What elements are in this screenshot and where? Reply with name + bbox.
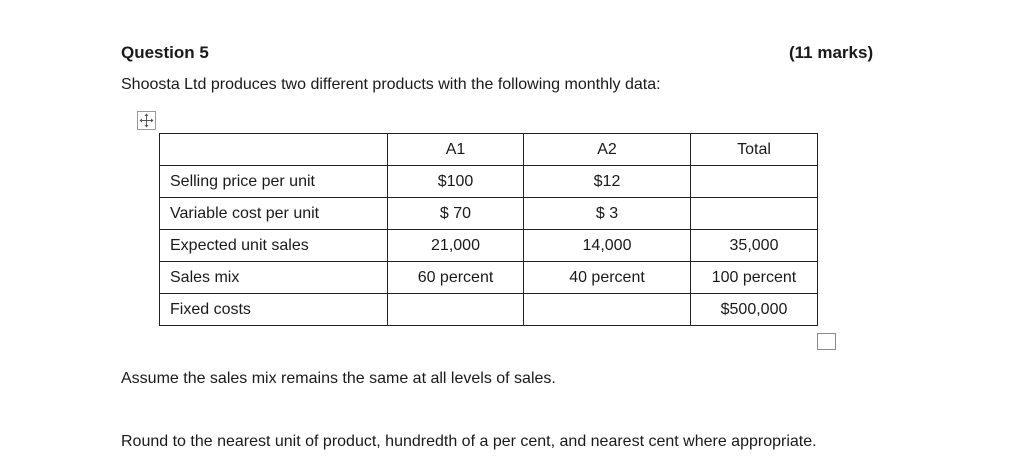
header-cell-total[interactable]: Total: [691, 134, 818, 166]
table-header-row: [160, 134, 818, 166]
row-label[interactable]: Variable cost per unit: [160, 198, 388, 230]
cell-a2[interactable]: $ 3: [524, 198, 691, 230]
cell-total[interactable]: 100 percent: [691, 262, 818, 294]
cell-a2[interactable]: $12: [524, 166, 691, 198]
table-row-expected-sales: [160, 230, 818, 262]
cell-a1[interactable]: 21,000: [388, 230, 524, 262]
sales-mix-note: Assume the sales mix remains the same at all levels of sales.: [121, 370, 556, 387]
header-cell-a1[interactable]: A1: [388, 134, 524, 166]
table-row-fixed-costs: [160, 294, 818, 326]
table-row-sales-mix: [160, 262, 818, 294]
cell-a1[interactable]: [388, 294, 524, 326]
header-cell-blank[interactable]: [160, 134, 388, 166]
table-move-icon[interactable]: [137, 111, 156, 130]
cell-total[interactable]: [691, 166, 818, 198]
cell-a1[interactable]: $ 70: [388, 198, 524, 230]
header-cell-a2[interactable]: A2: [524, 134, 691, 166]
cell-a2[interactable]: [524, 294, 691, 326]
table-row-selling-price: [160, 166, 818, 198]
table-resize-icon[interactable]: [817, 333, 836, 350]
cell-total[interactable]: 35,000: [691, 230, 818, 262]
cell-total[interactable]: [691, 198, 818, 230]
cell-a1[interactable]: 60 percent: [388, 262, 524, 294]
row-label[interactable]: Selling price per unit: [160, 166, 388, 198]
question-marks: (11 marks): [789, 43, 874, 62]
row-label[interactable]: Expected unit sales: [160, 230, 388, 262]
question-title: Question 5: [121, 43, 209, 62]
product-data-table: [159, 133, 818, 326]
cell-total[interactable]: $500,000: [691, 294, 818, 326]
cell-a1[interactable]: $100: [388, 166, 524, 198]
row-label[interactable]: Fixed costs: [160, 294, 388, 326]
question-intro: Shoosta Ltd produces two different products with the following monthly data:: [121, 76, 661, 93]
row-label[interactable]: Sales mix: [160, 262, 388, 294]
table-row-variable-cost: [160, 198, 818, 230]
rounding-instruction: Round to the nearest unit of product, hundredth of a per cent, and nearest cent where appropriate.: [121, 433, 817, 450]
cell-a2[interactable]: 14,000: [524, 230, 691, 262]
cell-a2[interactable]: 40 percent: [524, 262, 691, 294]
